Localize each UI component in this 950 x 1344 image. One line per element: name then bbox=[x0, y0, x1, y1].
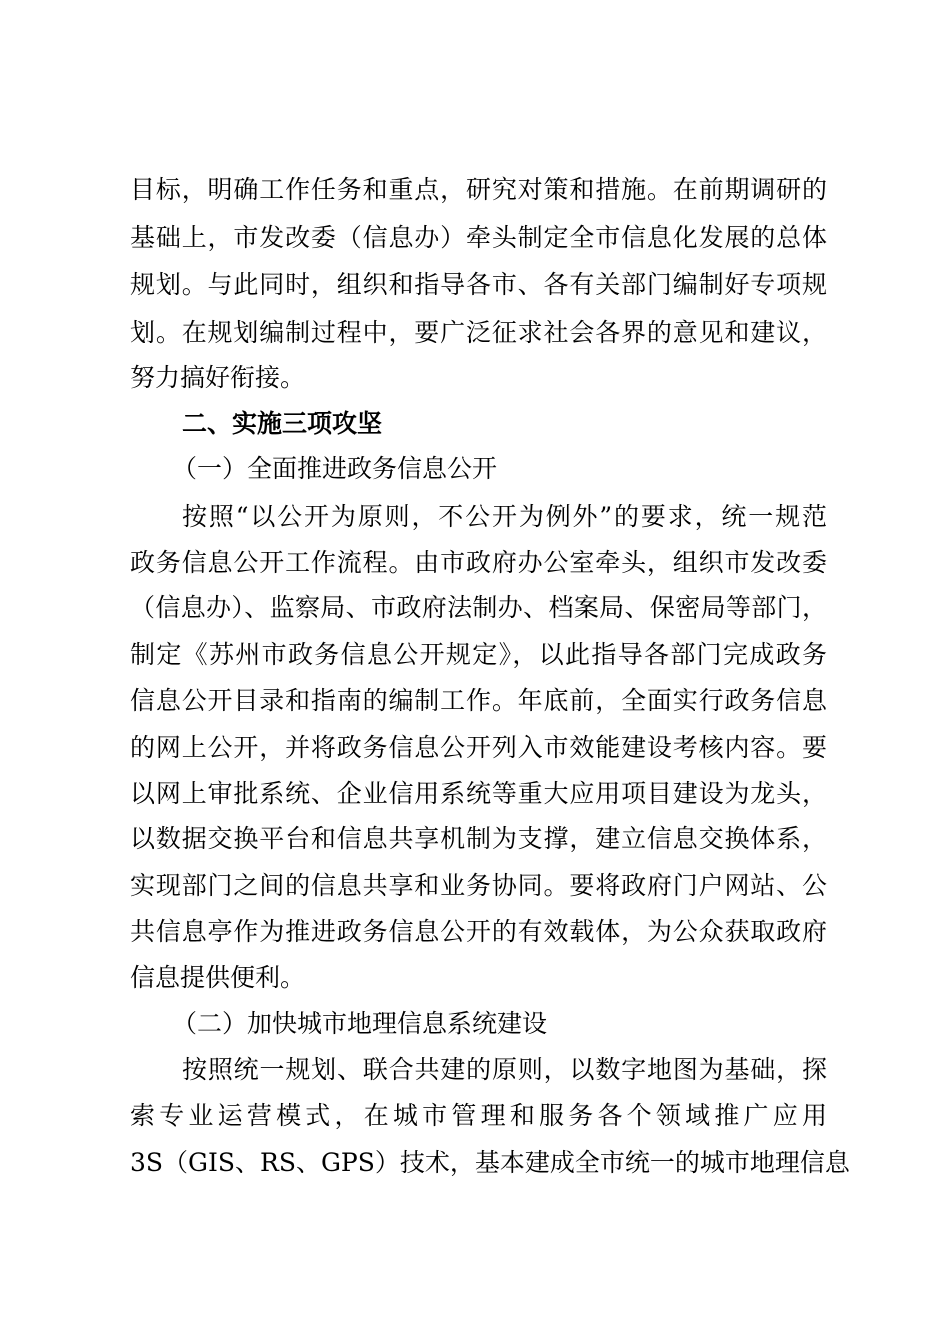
paragraph-line: 目标，明确工作任务和重点，研究对策和措施。在前期调研的 bbox=[130, 175, 827, 204]
paragraph-line: 以数据交换平台和信息共享机制为支撑，建立信息交换体系， bbox=[130, 824, 827, 853]
paragraph-line: 规划。与此同时，组织和指导各市、各有关部门编制好专项规 bbox=[130, 270, 827, 299]
paragraph-line: 按照“以公开为原则，不公开为例外”的要求，统一规范 bbox=[182, 502, 827, 531]
subsection-heading: （二）加快城市地理信息系统建设 bbox=[172, 1009, 548, 1038]
paragraph-line: 共信息亭作为推进政务信息公开的有效载体，为公众获取政府 bbox=[130, 917, 827, 946]
paragraph-line: 的网上公开，并将政务信息公开列入市效能建设考核内容。要 bbox=[130, 733, 827, 762]
paragraph-line: 信息公开目录和指南的编制工作。年底前，全面实行政务信息 bbox=[130, 686, 827, 715]
paragraph-line: 划。在规划编制过程中，要广泛征求社会各界的意见和建议， bbox=[130, 318, 827, 347]
paragraph-line: 按照统一规划、联合共建的原则，以数字地图为基础，探 bbox=[182, 1055, 827, 1084]
paragraph-line: 信息提供便利。 bbox=[130, 963, 306, 992]
paragraph-line: 制定《苏州市政务信息公开规定》，以此指导各部门完成政务 bbox=[130, 640, 827, 669]
paragraph-line: 基础上，市发改委（信息办）牵头制定全市信息化发展的总体 bbox=[130, 223, 827, 252]
paragraph-line: （信息办）、监察局、市政府法制办、档案局、保密局等部门， bbox=[130, 593, 827, 622]
paragraph-line: 索专业运营模式，在城市管理和服务各个领域推广应用 bbox=[130, 1101, 827, 1130]
paragraph-line: 以网上审批系统、企业信用系统等重大应用项目建设为龙头， bbox=[130, 779, 827, 808]
subsection-heading: （一）全面推进政务信息公开 bbox=[172, 454, 498, 483]
paragraph-line: 3S（GIS、RS、GPS）技术，基本建成全市统一的城市地理信息 bbox=[130, 1148, 850, 1177]
paragraph-line: 努力搞好衔接。 bbox=[130, 363, 306, 392]
paragraph-line: 实现部门之间的信息共享和业务协同。要将政府门户网站、公 bbox=[130, 871, 827, 900]
paragraph-line: 政务信息公开工作流程。由市政府办公室牵头，组织市发改委 bbox=[130, 548, 827, 577]
section-heading: 二、实施三项攻坚 bbox=[182, 409, 383, 438]
